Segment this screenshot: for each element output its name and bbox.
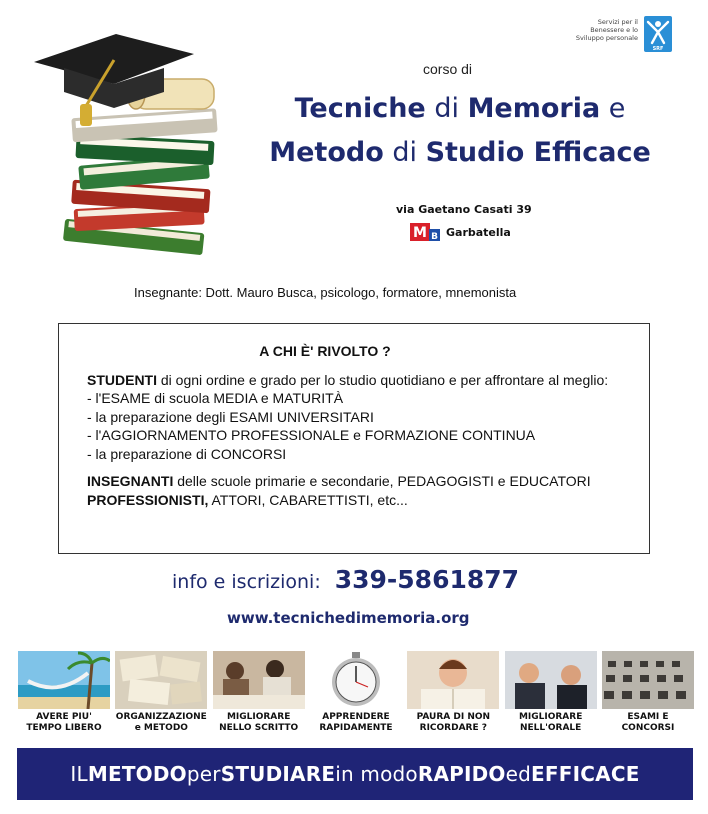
teachers-text: delle scuole primarie e secondarie, PEDAGOGISTI e EDUCATORI <box>173 473 591 489</box>
slogan-part: per <box>186 762 221 786</box>
benefit-item <box>407 651 499 734</box>
benefit-label <box>116 712 207 734</box>
students-paragraph <box>87 371 623 390</box>
professionals-label: PROFESSIONISTI, <box>87 491 209 508</box>
benefit-item <box>18 651 110 734</box>
title-word-di-2: di <box>383 137 426 168</box>
professionals-paragraph <box>87 491 623 510</box>
slogan-part: RAPIDO <box>417 762 506 786</box>
website-link[interactable]: www.tecnichedimemoria.org <box>227 609 470 627</box>
teacher-info: Insegnante: Dott. Mauro Busca, psicologo, formatore, mnemonista <box>134 285 517 300</box>
logo-line-1: Servizi per il <box>597 18 638 26</box>
logo-line-2: Benessere e lo <box>590 26 638 34</box>
exam-hall-photo <box>602 651 694 709</box>
metro-line-letter: B <box>431 232 438 241</box>
benefit-label-line: NELLO SCRITTO <box>219 723 299 733</box>
benefit-item <box>115 651 207 734</box>
slogan-banner <box>17 748 693 800</box>
audience-box <box>58 323 650 554</box>
benefit-label-line: RAPIDAMENTE <box>319 723 393 733</box>
logo-mark-text: SRF <box>652 46 664 52</box>
title-word-memoria: Memoria <box>467 93 601 124</box>
teachers-paragraph <box>87 472 623 491</box>
slogan-part: EFFICACE <box>531 762 640 786</box>
logo-tagline <box>576 18 638 42</box>
address: via Gaetano Casati 39 <box>396 203 532 216</box>
students-text: di ogni ordine e grado per lo studio quotidiano e per affrontare al meglio: <box>157 371 609 388</box>
benefits-row <box>18 651 694 734</box>
books-graduation-cap-illustration <box>24 34 239 260</box>
benefit-label-line: e METODO <box>134 723 188 733</box>
benefit-label-line: ESAMI E <box>627 712 669 722</box>
benefit-label <box>417 712 490 734</box>
benefit-label-line: RICORDARE ? <box>419 723 487 733</box>
benefit-label <box>319 712 392 734</box>
benefit-label-line: CONCORSI <box>621 723 675 733</box>
benefit-label <box>519 712 582 734</box>
contact-info <box>172 565 519 594</box>
audience-item: - la preparazione degli ESAMI UNIVERSITARI <box>87 408 374 425</box>
oral-exam-photo <box>505 651 597 709</box>
benefit-item <box>310 651 402 734</box>
benefit-label <box>219 712 298 734</box>
benefit-label-line: AVERE PIU' <box>36 712 92 722</box>
title-line-1 <box>250 87 670 131</box>
logo-line-3: Sviluppo personale <box>575 34 638 42</box>
students-label: STUDENTI <box>87 371 157 388</box>
benefit-label <box>622 712 675 734</box>
title-word-di-1: di <box>425 93 468 124</box>
organization-logo <box>576 16 672 52</box>
benefit-label-line: MIGLIORARE <box>518 712 583 722</box>
benefit-label-line: APPRENDERE <box>322 712 390 722</box>
slogan-part: ed <box>505 762 532 786</box>
slogan-part: STUDIARE <box>220 762 336 786</box>
slogan-part: IL <box>70 762 88 786</box>
title-word-tecniche: Tecniche <box>294 93 426 124</box>
course-title <box>250 87 670 175</box>
teachers-label: INSEGNANTI <box>87 473 174 489</box>
benefit-item <box>505 651 597 734</box>
benefit-label-line: ORGANIZZAZIONE <box>115 712 207 722</box>
audience-item: - l'ESAME di scuola MEDIA e MATURITÀ <box>87 390 344 406</box>
title-line-2 <box>250 131 670 175</box>
benefit-label <box>26 712 101 734</box>
title-word-studio-efficace: Studio Efficace <box>425 137 651 168</box>
benefit-label-line: TEMPO LIBERO <box>26 723 102 733</box>
books-photo <box>115 651 207 709</box>
metro-icon <box>410 223 440 241</box>
course-intro: corso di <box>423 61 473 77</box>
station-name: Garbatella <box>446 225 511 239</box>
title-word-e: e <box>600 93 626 124</box>
benefit-item <box>213 651 305 734</box>
professionals-text: ATTORI, CABARETTISTI, etc... <box>208 491 408 508</box>
metro-station <box>410 223 511 241</box>
person-star-icon <box>644 16 672 52</box>
worried-student-photo <box>407 651 499 709</box>
contact-label: info e iscrizioni: <box>172 571 321 593</box>
slogan-part: in modo <box>335 762 418 786</box>
title-word-metodo: Metodo <box>269 137 384 168</box>
slogan-part: METODO <box>87 762 187 786</box>
benefit-label-line: PAURA DI NON <box>416 712 491 722</box>
benefit-label-line: MIGLIORARE <box>226 712 291 722</box>
students-writing-photo <box>213 651 305 709</box>
audience-title: A CHI È' RIVOLTO ? <box>259 343 391 359</box>
metro-badge-letter: M <box>413 225 427 241</box>
audience-item: - la preparazione di CONCORSI <box>87 445 287 462</box>
hammock-beach-photo <box>18 651 110 709</box>
stopwatch-photo <box>310 651 402 709</box>
audience-item: - l'AGGIORNAMENTO PROFESSIONALE e FORMAZIONE CONTINUA <box>87 427 536 443</box>
benefit-item <box>602 651 694 734</box>
benefit-label-line: NELL'ORALE <box>519 723 582 733</box>
phone-number[interactable]: 339-5861877 <box>334 565 520 594</box>
